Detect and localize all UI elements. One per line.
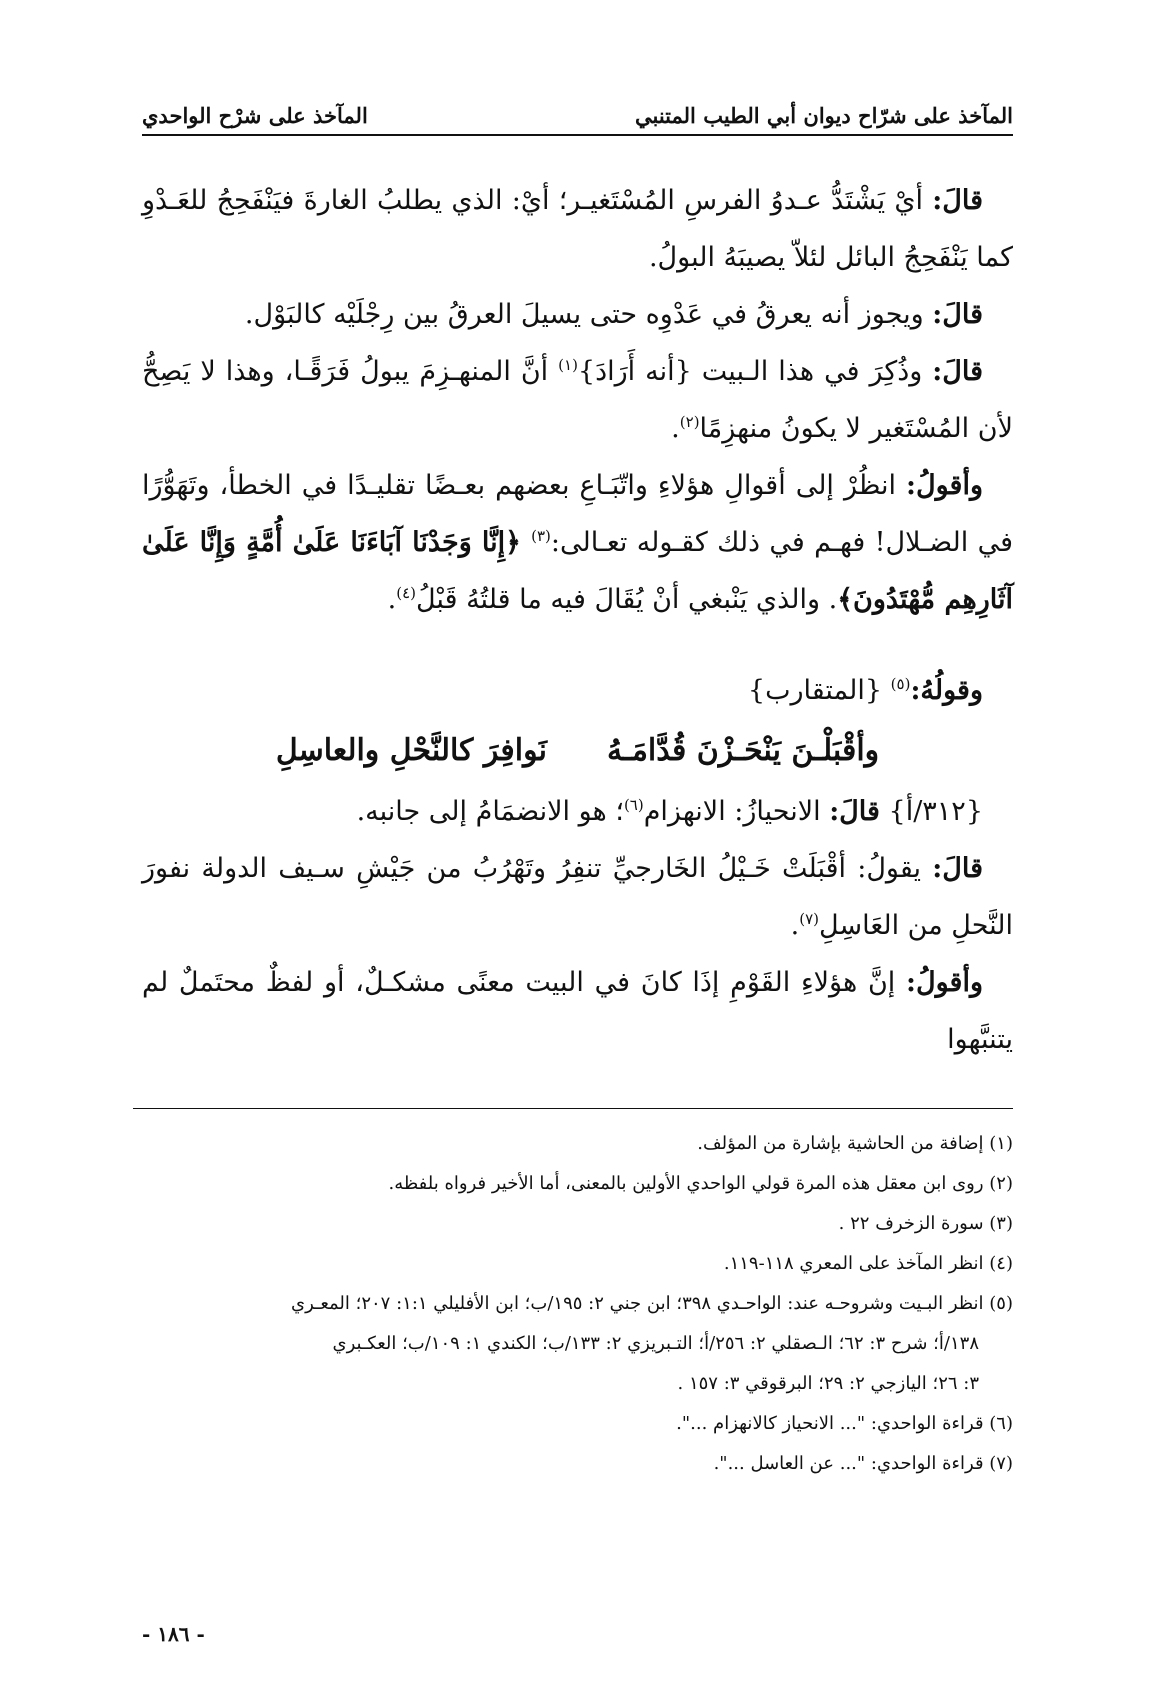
paragraph bbox=[142, 343, 1013, 457]
paragraph-text: ويجوز أنه يعرقُ في عَدْوِه حتى يسيلَ العرقُ بين رِجْلَيْه كالبَوْل. bbox=[244, 299, 933, 330]
paragraph bbox=[142, 286, 1013, 343]
footnote: (٢) روى ابن معقل هذه المرة قولي الواحدي الأولين بالمعنى، أما الأخير فرواه بلفظه. bbox=[388, 1173, 1013, 1194]
paragraph-lead: وأقولُ: bbox=[906, 470, 983, 501]
running-header bbox=[142, 92, 1013, 128]
paragraph-lead: وأقولُ: bbox=[906, 967, 983, 998]
footnote-continuation: ٣: ٢٦؛ اليازجي ٢: ٢٩؛ البرقوقي ٣: ١٥٧ . bbox=[677, 1373, 979, 1394]
paragraph-text: أيْ يَشْتَدُّ عـدوُ الفرسِ المُسْتَغيـر؛ أيْ: الذي يطلبُ الغارةَ فيَنْفَحِجُ للعَـدْوِ كما يَنْفَحِجُ البائل لئلاّ يصيبَهُ البولُ. bbox=[142, 185, 1013, 273]
verse-first-hemistich: وأقْبَلْـنَ يَنْحَـزْنَ قُدَّامَـهُ bbox=[606, 733, 880, 768]
footnote-continuation: ١٣٨/أ؛ شرح ٣: ٦٢؛ الـصقلي ٢: ٢٥٦/أ؛ التـبريزي ٢: ١٣٣/ب؛ الكندي ١: ١٠٩/ب؛ العكـبري bbox=[332, 1333, 979, 1354]
manuscript-ref: {٣١٢/أ} bbox=[879, 796, 983, 827]
paragraph-lead: قالَ: bbox=[829, 796, 880, 827]
paragraph-lead: قالَ: bbox=[932, 185, 983, 216]
footnote: (٣) سورة الزخرف ٢٢ . bbox=[838, 1213, 1013, 1234]
main-text bbox=[142, 172, 1013, 1068]
paragraph-lead: قالَ: bbox=[932, 853, 983, 884]
verse-intro bbox=[142, 662, 1013, 719]
footnote: (٦) قراءة الواحدي: "... الانحياز كالانهزام ...". bbox=[676, 1413, 1013, 1434]
paragraph-text: الانحيازُ: الانهزام bbox=[643, 796, 830, 827]
footnote: (٥) انظر البـيت وشروحـه عند: الواحـدي ٣٩٨؛ ابن جني ٢: ١٩٥/ب؛ ابن الأفليلي ١:١: ٢٠٧؛ المعـري bbox=[291, 1293, 1013, 1314]
verse-second-hemistich: نَوافِرَ كالنَّحْلِ والعاسِلِ bbox=[275, 733, 547, 768]
poem-verse bbox=[142, 721, 1013, 781]
paragraph-text: إنَّ هؤلاءِ القَوْمِ إذَا كانَ في البيت معنًى مشكـلٌ، أو لفظٌ محتَملٌ لم يتنبَّهوا bbox=[142, 967, 1013, 1055]
paragraph-text: يقولُ: أقْبَلَتْ خَـيْلُ الخَارجيِّ تنفِرُ وتَهْرُبُ من جَيْشِ سـيف الدولة نفورَ النَّحلِ من العَاسِلِ bbox=[142, 853, 1013, 941]
paragraph-text: انظُرْ إلى أقوالِ هؤلاءِ واتّبَـاعِ بعضهم بعـضًا تقليـدًا في الخطأ، وتَهَوُّرًا في الضـلال! فهـم في ذلك كقـوله تعـالى: bbox=[142, 470, 1013, 558]
paragraph-text: وذُكِرَ في هذا الـبيت {أنه أَرَادَ} bbox=[577, 356, 933, 387]
header-book-title: المآخذ على شرّاح ديوان أبي الطيب المتنبي bbox=[635, 103, 1013, 128]
paragraph-lead: قالَ: bbox=[932, 299, 983, 330]
paragraph-text: . bbox=[790, 910, 800, 941]
paragraph-lead: وقولُهُ: bbox=[910, 675, 983, 706]
footnotes bbox=[142, 1124, 1013, 1484]
footnote-ref[interactable]: (٧) bbox=[799, 910, 820, 928]
paragraph bbox=[142, 783, 1013, 840]
meter-name: {المتقارب} bbox=[747, 675, 891, 706]
footnote-ref[interactable]: (١) bbox=[558, 356, 578, 374]
header-section-title: المآخذ على شرْح الواحدي bbox=[142, 103, 368, 128]
footnote: (١) إضافة من الحاشية بإشارة من المؤلف. bbox=[697, 1133, 1013, 1154]
footnote-separator bbox=[133, 1108, 1013, 1109]
quran-quote: ﴿إِنَّا وَجَدْنَا آبَاءَنَا عَلَىٰ أُمَّةٍ وَإِنَّا عَلَىٰ آثَارِهِم مُّهْتَدُونَ﴾ bbox=[142, 527, 1013, 615]
paragraph-lead: قالَ: bbox=[932, 356, 984, 387]
paragraph bbox=[142, 172, 1013, 286]
paragraph-text: أنَّ المنهـزِمَ يبولُ فَرَقًـا، وهذا لا يَصِحُّ لأن المُسْتَغير لا يكونُ منهزِمًا bbox=[142, 356, 1013, 444]
header-rule bbox=[142, 134, 1013, 136]
footnote-ref[interactable]: (٥) bbox=[890, 675, 911, 693]
paragraph bbox=[142, 840, 1013, 954]
footnote: (٤) انظر المآخذ على المعري ١١٨-١١٩. bbox=[723, 1253, 1013, 1274]
page-number: - ١٨٦ - bbox=[142, 1622, 205, 1646]
paragraph-text: . bbox=[387, 584, 397, 615]
paragraph-text: . bbox=[671, 413, 680, 444]
footnote: (٧) قراءة الواحدي: "... عن العاسل ...". bbox=[713, 1453, 1013, 1474]
footnote-ref[interactable]: (٦) bbox=[623, 796, 644, 814]
footnote-ref[interactable]: (٢) bbox=[679, 413, 700, 431]
footnote-ref[interactable]: (٤) bbox=[396, 584, 416, 602]
footnote-ref[interactable]: (٣) bbox=[531, 527, 551, 545]
paragraph bbox=[142, 457, 1013, 628]
paragraph-text: . والذي يَنْبغي أنْ يُقَالَ فيه ما قلتُهُ قَبْلُ bbox=[415, 584, 838, 615]
paragraph-text: ؛ هو الانضمَامُ إلى جانبه. bbox=[356, 796, 624, 827]
paragraph bbox=[142, 954, 1013, 1068]
